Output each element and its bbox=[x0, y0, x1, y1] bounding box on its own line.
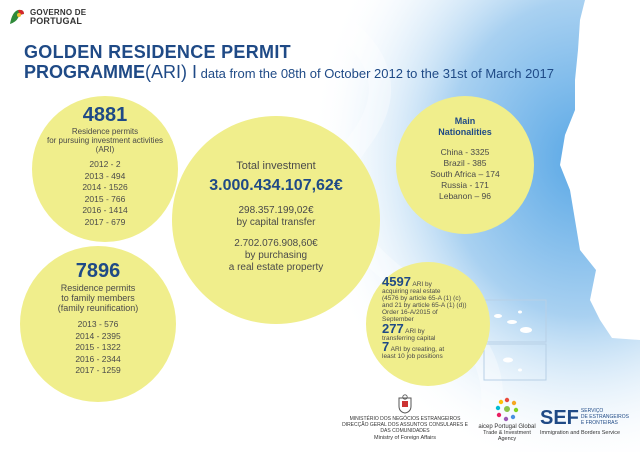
sef-sub2: DE ESTRANGEIROS bbox=[580, 414, 629, 420]
family-label1: Residence permits bbox=[60, 283, 136, 293]
nationalities-title1: Main bbox=[454, 116, 476, 126]
aicep-caption: Trade & Investment Agency bbox=[483, 430, 531, 442]
title-ari: (ARI) I bbox=[145, 62, 197, 82]
nationalities-list bbox=[396, 147, 534, 202]
nationalities-block bbox=[396, 116, 534, 202]
list-item: Lebanon – 96 bbox=[439, 191, 491, 201]
mne-caption: Ministry of Foreign Affairs bbox=[374, 435, 436, 441]
family-label2: to family members bbox=[61, 293, 135, 303]
portugal-flag-icon bbox=[8, 8, 26, 26]
list-item: 2013 - 494 bbox=[84, 170, 126, 181]
capital-amount: 298.357.199,02€ bbox=[238, 205, 314, 216]
property-amount: 2.702.076.908,60€ bbox=[234, 238, 318, 249]
ari-capital-desc: transferring capital bbox=[382, 335, 436, 342]
family-number: 7896 bbox=[75, 260, 121, 282]
aicep-name: aicep Portugal Global bbox=[478, 424, 536, 430]
list-item: China - 3325 bbox=[440, 147, 490, 157]
ari-types-block bbox=[382, 274, 478, 360]
title-programme: PROGRAMME bbox=[24, 62, 145, 82]
list-item: 2013 - 576 bbox=[77, 319, 119, 329]
mne-line1: MINISTÉRIO DOS NEGÓCIOS ESTRANGEIROS bbox=[349, 416, 461, 422]
ari-jobs-label: ARI by creating, at bbox=[389, 346, 445, 353]
family-block bbox=[20, 260, 176, 377]
list-item: 2016 - 2344 bbox=[75, 353, 121, 364]
list-item: Russia - 171 bbox=[441, 180, 489, 190]
sef-logo bbox=[540, 408, 636, 436]
ari-real-estate-number: 4597 bbox=[382, 274, 411, 289]
ari-real-estate-desc5: September bbox=[382, 316, 414, 323]
ari-jobs-number: 7 bbox=[382, 339, 390, 354]
property-label2: a real estate property bbox=[228, 262, 324, 273]
ari-capital-number: 277 bbox=[382, 321, 404, 336]
permits-year-list bbox=[32, 159, 178, 228]
list-item: 2014 - 1526 bbox=[82, 182, 128, 192]
investment-block bbox=[172, 160, 380, 274]
sef-caption: Immigration and Borders Service bbox=[540, 430, 621, 436]
ari-real-estate-desc4: Order 16-A/2015 of bbox=[382, 309, 438, 316]
list-item: Brazil - 385 bbox=[443, 158, 487, 168]
family-label3: (family reunification) bbox=[57, 303, 139, 313]
sef-name: SEF bbox=[540, 407, 579, 429]
list-item: South Africa – 174 bbox=[430, 169, 500, 179]
list-item: 2014 - 2395 bbox=[75, 330, 121, 341]
ari-real-estate-desc1: acquiring real estate bbox=[382, 288, 441, 295]
family-year-list bbox=[20, 319, 176, 377]
title-date-range: data from the 08th of October 2012 to the 31st of March 2017 bbox=[197, 66, 554, 81]
nationalities-title2: Nationalities bbox=[438, 127, 492, 137]
permits-number: 4881 bbox=[82, 104, 128, 126]
logo-line1: GOVERNO DE bbox=[30, 8, 87, 17]
mne-line3: DAS COMUNIDADES bbox=[380, 428, 430, 434]
government-logo bbox=[8, 8, 86, 26]
permits-block bbox=[32, 104, 178, 228]
ari-capital-label: ARI by bbox=[403, 328, 425, 335]
property-label1: by purchasing bbox=[244, 250, 308, 261]
coat-of-arms-icon bbox=[396, 394, 414, 414]
aicep-dots-icon bbox=[494, 396, 520, 422]
logo-line2: PORTUGAL bbox=[30, 16, 83, 26]
list-item: 2017 - 1259 bbox=[75, 365, 121, 375]
sef-sub1: SERVIÇO bbox=[580, 408, 604, 414]
list-item: 2017 - 679 bbox=[84, 216, 126, 227]
list-item: 2015 - 766 bbox=[84, 193, 126, 204]
list-item: 2015 - 1322 bbox=[75, 342, 121, 352]
sef-sub3: E FRONTEIRAS bbox=[580, 420, 618, 426]
list-item: 2012 - 2 bbox=[89, 159, 121, 169]
capital-label: by capital transfer bbox=[236, 217, 316, 228]
list-item: 2016 - 1414 bbox=[82, 205, 128, 215]
aicep-logo bbox=[476, 396, 538, 442]
mne-logo bbox=[340, 396, 470, 441]
permits-label3: (ARI) bbox=[95, 145, 115, 154]
page-title: GOLDEN RESIDENCE PERMIT bbox=[24, 42, 291, 62]
ari-real-estate-desc2: (4576 by article 65-A (1) (c) bbox=[382, 295, 461, 302]
investment-total: 3.000.434.107,62€ bbox=[209, 177, 343, 194]
permits-label1: Residence permits bbox=[71, 127, 139, 136]
mne-line2: DIRECÇÃO GERAL DOS ASSUNTOS CONSULARES E bbox=[342, 422, 468, 428]
investment-label: Total investment bbox=[236, 160, 316, 172]
permits-label2: for pursuing investment activities bbox=[46, 136, 164, 145]
page-subtitle bbox=[24, 62, 554, 83]
ari-jobs-desc: least 10 job positions bbox=[382, 353, 443, 360]
ari-real-estate-label: ARI by bbox=[410, 281, 432, 288]
ari-real-estate-desc3: and 21 by article 65-A (1) (d)) bbox=[382, 302, 467, 309]
